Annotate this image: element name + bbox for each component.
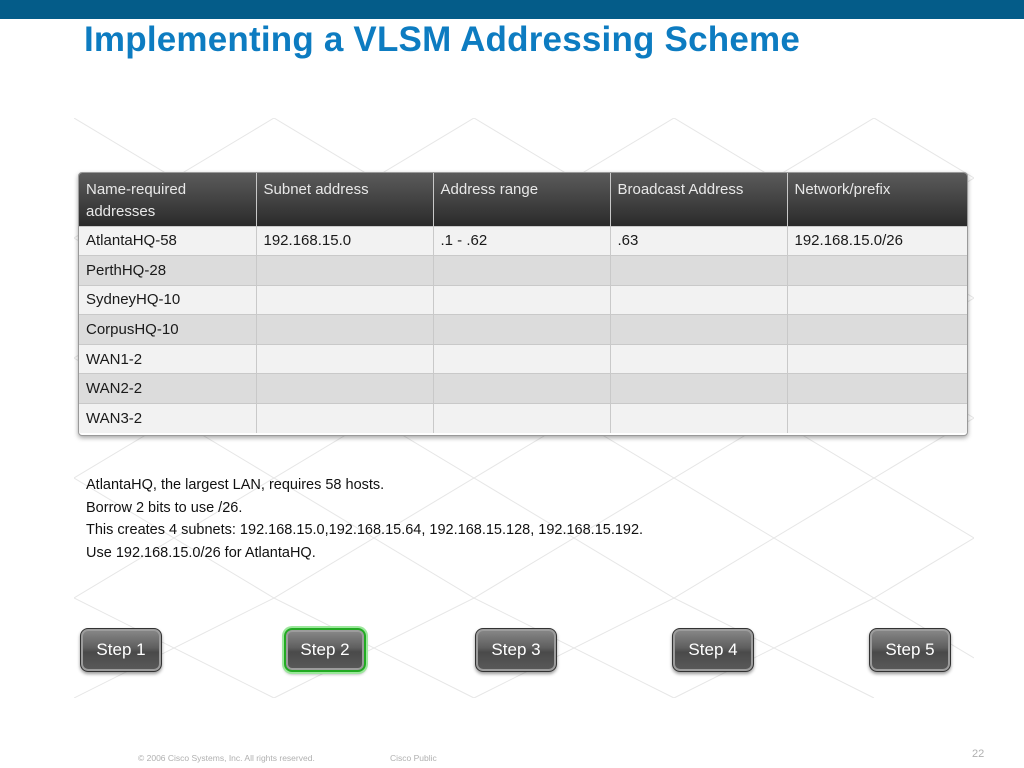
cell-broadcast: .63 bbox=[610, 226, 787, 256]
cell-prefix: 192.168.15.0/26 bbox=[787, 226, 967, 256]
cell-name: PerthHQ-28 bbox=[79, 256, 256, 286]
table-row bbox=[79, 285, 967, 315]
cell-prefix bbox=[787, 374, 967, 404]
cell-range bbox=[433, 344, 610, 374]
page-number: 22 bbox=[972, 748, 985, 760]
cell-prefix bbox=[787, 285, 967, 315]
cell-range bbox=[433, 404, 610, 434]
cell-name: SydneyHQ-10 bbox=[79, 285, 256, 315]
table-row bbox=[79, 256, 967, 286]
cell-name: WAN3-2 bbox=[79, 404, 256, 434]
cell-broadcast bbox=[610, 315, 787, 345]
table-header-row bbox=[79, 173, 967, 226]
cell-broadcast bbox=[610, 256, 787, 286]
cell-broadcast bbox=[610, 374, 787, 404]
cell-prefix bbox=[787, 315, 967, 345]
vlsm-table bbox=[79, 173, 967, 433]
table-row bbox=[79, 344, 967, 374]
cell-name: CorpusHQ-10 bbox=[79, 315, 256, 345]
step-5-button[interactable]: Step 5 bbox=[869, 628, 951, 672]
cell-subnet bbox=[256, 344, 433, 374]
cell-range bbox=[433, 374, 610, 404]
table-row bbox=[79, 374, 967, 404]
cell-prefix bbox=[787, 404, 967, 434]
cell-range bbox=[433, 285, 610, 315]
cell-range: .1 - .62 bbox=[433, 226, 610, 256]
header-name-required: Name-required addresses bbox=[79, 173, 256, 226]
header-broadcast-address: Broadcast Address bbox=[610, 173, 787, 226]
note-line: This creates 4 subnets: 192.168.15.0,192.168.15.64, 192.168.15.128, 192.168.15.192. bbox=[86, 522, 644, 538]
step-1-button[interactable]: Step 1 bbox=[80, 628, 162, 672]
vlsm-table-container bbox=[78, 172, 968, 436]
step-3-button[interactable]: Step 3 bbox=[475, 628, 557, 672]
cell-subnet bbox=[256, 285, 433, 315]
cell-subnet bbox=[256, 315, 433, 345]
table-row bbox=[79, 404, 967, 434]
header-subnet-address: Subnet address bbox=[256, 173, 433, 226]
slide-title: Implementing a VLSM Addressing Scheme bbox=[84, 20, 800, 59]
cell-broadcast bbox=[610, 285, 787, 315]
cell-prefix bbox=[787, 256, 967, 286]
cell-name: WAN2-2 bbox=[79, 374, 256, 404]
footer-copyright: © 2006 Cisco Systems, Inc. All rights reserved. bbox=[138, 753, 315, 763]
cell-name: AtlantaHQ-58 bbox=[79, 226, 256, 256]
note-line: AtlantaHQ, the largest LAN, requires 58 hosts. bbox=[86, 477, 385, 493]
explanation-notes bbox=[86, 474, 643, 564]
cell-range bbox=[433, 256, 610, 286]
table-row bbox=[79, 315, 967, 345]
note-line: Use 192.168.15.0/26 for AtlantaHQ. bbox=[86, 544, 316, 561]
table-row bbox=[79, 226, 967, 256]
cell-broadcast bbox=[610, 344, 787, 374]
header-address-range: Address range bbox=[433, 173, 610, 226]
note-line: Borrow 2 bits to use /26. bbox=[86, 499, 243, 516]
footer-classification: Cisco Public bbox=[390, 753, 437, 763]
header-network-prefix: Network/prefix bbox=[787, 173, 967, 226]
cell-subnet bbox=[256, 374, 433, 404]
cell-name: WAN1-2 bbox=[79, 344, 256, 374]
cell-subnet bbox=[256, 404, 433, 434]
top-banner bbox=[0, 0, 1024, 19]
cell-subnet: 192.168.15.0 bbox=[256, 226, 433, 256]
step-4-button[interactable]: Step 4 bbox=[672, 628, 754, 672]
cell-range bbox=[433, 315, 610, 345]
cell-prefix bbox=[787, 344, 967, 374]
cell-subnet bbox=[256, 256, 433, 286]
step-2-button[interactable]: Step 2 bbox=[284, 628, 366, 672]
cell-broadcast bbox=[610, 404, 787, 434]
